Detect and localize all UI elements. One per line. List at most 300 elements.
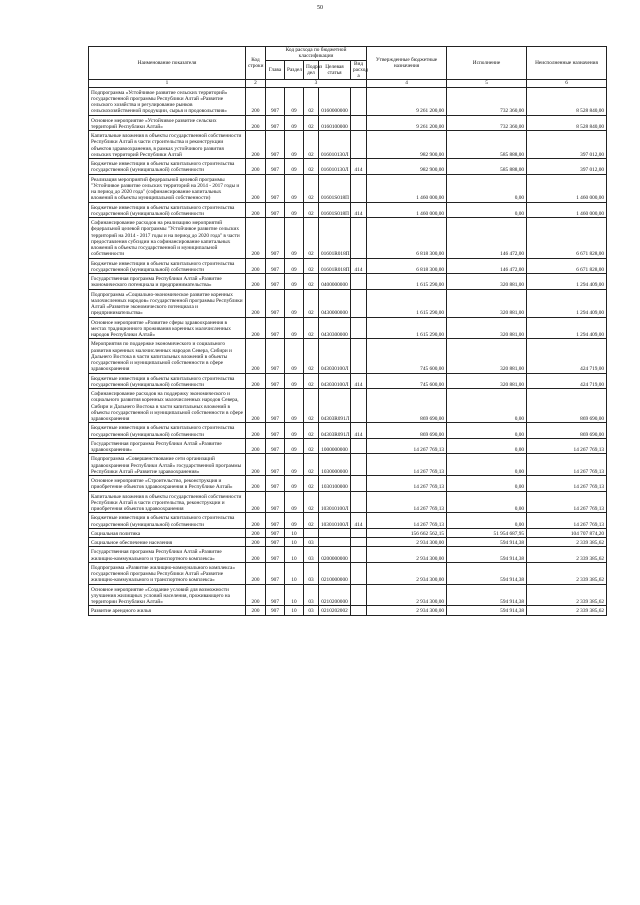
cell-chapter: 907 bbox=[266, 274, 285, 290]
table-row bbox=[89, 373, 607, 389]
cell-section: 09 bbox=[285, 476, 304, 492]
cell-approved: 869 690,00 bbox=[367, 389, 447, 423]
cell-section: 09 bbox=[285, 218, 304, 259]
table-row bbox=[89, 289, 607, 317]
cell-expense-type bbox=[351, 218, 367, 259]
cell-executed: 585 888,00 bbox=[447, 159, 527, 175]
cell-unexecuted: 8 528 840,00 bbox=[527, 115, 607, 131]
cell-subsection: 03 bbox=[304, 606, 319, 615]
cell-executed: 320 881,00 bbox=[447, 274, 527, 290]
cell-subsection: 03 bbox=[304, 584, 319, 606]
cell-row-code: 200 bbox=[246, 513, 266, 529]
cell-row-code: 200 bbox=[246, 218, 266, 259]
cell-unexecuted: 6 671 828,00 bbox=[527, 258, 607, 274]
cell-expense-type bbox=[351, 528, 367, 537]
cell-subsection: 02 bbox=[304, 423, 319, 439]
cell-target-item: 0430000000 bbox=[319, 289, 351, 317]
cell-approved: 2 934 300,00 bbox=[367, 584, 447, 606]
cell-row-code: 200 bbox=[246, 373, 266, 389]
cell-expense-type bbox=[351, 438, 367, 454]
cell-target-item: 01601R018П bbox=[319, 218, 351, 259]
cell-executed: 585 888,00 bbox=[447, 131, 527, 159]
cell-name: Мероприятия по поддержке экономического и социального развития коренных малочисленных народов Севера, Сибири и Дальнего Востока в части капитальных вложений в объекты государственной и муниципальной собственности в сфере здравоохранения bbox=[89, 339, 246, 373]
cell-name: Подпрограмма «Развитие жилищно-коммунального комплекса» государственной программы Республики Алтай «Развитие жилищно-коммунального и транспортного комплекса» bbox=[89, 562, 246, 584]
header-target-item: Целевая статья bbox=[319, 60, 351, 80]
cell-approved: 6 818 300,00 bbox=[367, 258, 447, 274]
budget-table bbox=[88, 46, 607, 616]
table-row bbox=[89, 547, 607, 563]
cell-row-code: 200 bbox=[246, 584, 266, 606]
cell-chapter: 907 bbox=[266, 218, 285, 259]
cell-unexecuted: 14 267 769,13 bbox=[527, 476, 607, 492]
cell-section: 10 bbox=[285, 606, 304, 615]
cell-chapter: 907 bbox=[266, 606, 285, 615]
cell-executed: 732 360,00 bbox=[447, 87, 527, 115]
cell-row-code: 200 bbox=[246, 528, 266, 537]
cell-target-item: 01601S018П bbox=[319, 174, 351, 202]
cell-name: Социальная политика bbox=[89, 528, 246, 537]
cell-executed: 0,00 bbox=[447, 438, 527, 454]
cell-target-item: 1030000000 bbox=[319, 454, 351, 476]
cell-approved: 156 662 562,15 bbox=[367, 528, 447, 537]
cell-unexecuted: 14 267 769,13 bbox=[527, 454, 607, 476]
cell-executed: 0,00 bbox=[447, 174, 527, 202]
cell-approved: 14 267 769,13 bbox=[367, 438, 447, 454]
header-approved: Утвержденные бюджетные назначения bbox=[367, 47, 447, 80]
cell-section: 10 bbox=[285, 584, 304, 606]
table-row bbox=[89, 528, 607, 537]
cell-chapter: 907 bbox=[266, 438, 285, 454]
cell-approved: 745 600,00 bbox=[367, 339, 447, 373]
cell-expense-type bbox=[351, 389, 367, 423]
cell-subsection: 02 bbox=[304, 476, 319, 492]
table-row bbox=[89, 218, 607, 259]
cell-section: 09 bbox=[285, 115, 304, 131]
cell-name: Государственная программа Республики Алтай «Развитие жилищно-коммунального и транспортного комплекса» bbox=[89, 547, 246, 563]
cell-chapter: 907 bbox=[266, 423, 285, 439]
header-executed: Исполнение bbox=[447, 47, 527, 80]
table-row bbox=[89, 454, 607, 476]
cell-row-code: 200 bbox=[246, 423, 266, 439]
cell-executed: 0,00 bbox=[447, 454, 527, 476]
cell-name: Основное мероприятие «Развитие сферы здравоохранения в местах традиционного проживания коренных малочисленных народов Республики Алтай» bbox=[89, 317, 246, 339]
cell-subsection: 02 bbox=[304, 317, 319, 339]
cell-row-code: 200 bbox=[246, 289, 266, 317]
cell-approved: 14 267 769,13 bbox=[367, 491, 447, 513]
cell-executed: 0,00 bbox=[447, 491, 527, 513]
cell-approved: 1 460 000,00 bbox=[367, 174, 447, 202]
cell-chapter: 907 bbox=[266, 202, 285, 218]
cell-row-code: 200 bbox=[246, 389, 266, 423]
cell-chapter: 907 bbox=[266, 528, 285, 537]
cell-section: 09 bbox=[285, 339, 304, 373]
table-row bbox=[89, 174, 607, 202]
cell-subsection: 03 bbox=[304, 538, 319, 547]
cell-target-item: 016010130Л bbox=[319, 159, 351, 175]
cell-subsection: 02 bbox=[304, 289, 319, 317]
cell-unexecuted: 397 012,00 bbox=[527, 131, 607, 159]
cell-executed: 320 881,00 bbox=[447, 317, 527, 339]
cell-executed: 594 914,38 bbox=[447, 584, 527, 606]
cell-approved: 9 261 200,00 bbox=[367, 87, 447, 115]
cell-target-item: 0200000000 bbox=[319, 547, 351, 563]
header-row-code: Код строки bbox=[246, 47, 266, 80]
cell-subsection: 02 bbox=[304, 373, 319, 389]
cell-section: 09 bbox=[285, 87, 304, 115]
cell-name: Бюджетные инвестиции в объекты капитального строительства государственной (муниципальной) собственности bbox=[89, 202, 246, 218]
cell-approved: 14 267 769,13 bbox=[367, 454, 447, 476]
cell-chapter: 907 bbox=[266, 373, 285, 389]
cell-target-item: 043030100Л bbox=[319, 373, 351, 389]
cell-executed: 594 914,38 bbox=[447, 538, 527, 547]
cell-section: 10 bbox=[285, 528, 304, 537]
cell-section: 09 bbox=[285, 202, 304, 218]
cell-subsection: 02 bbox=[304, 438, 319, 454]
cell-unexecuted: 104 707 874,20 bbox=[527, 528, 607, 537]
cell-approved: 745 600,00 bbox=[367, 373, 447, 389]
cell-chapter: 907 bbox=[266, 562, 285, 584]
cell-target-item: 0210000000 bbox=[319, 562, 351, 584]
cell-executed: 0,00 bbox=[447, 423, 527, 439]
cell-unexecuted: 8 528 840,00 bbox=[527, 87, 607, 115]
cell-expense-type bbox=[351, 339, 367, 373]
table-row bbox=[89, 159, 607, 175]
cell-chapter: 907 bbox=[266, 538, 285, 547]
table-row bbox=[89, 131, 607, 159]
table-row bbox=[89, 491, 607, 513]
cell-unexecuted: 2 339 385,62 bbox=[527, 606, 607, 615]
index-cell: 4 bbox=[367, 80, 447, 87]
cell-target-item: 04303R091Л bbox=[319, 389, 351, 423]
cell-executed: 0,00 bbox=[447, 202, 527, 218]
cell-chapter: 907 bbox=[266, 258, 285, 274]
cell-name: Основное мероприятие «Устойчивое развитие сельских территорий Республики Алтай» bbox=[89, 115, 246, 131]
cell-section: 09 bbox=[285, 373, 304, 389]
cell-name: Основное мероприятие «Строительство, реконструкция и приобретение объектов здравоохранения в Республике Алтай» bbox=[89, 476, 246, 492]
cell-chapter: 907 bbox=[266, 547, 285, 563]
cell-subsection: 02 bbox=[304, 258, 319, 274]
cell-chapter: 907 bbox=[266, 131, 285, 159]
cell-name: Бюджетные инвестиции в объекты капитального строительства государственной (муниципальной) собственности bbox=[89, 373, 246, 389]
cell-expense-type bbox=[351, 562, 367, 584]
cell-target-item: 0210200000 bbox=[319, 584, 351, 606]
cell-expense-type bbox=[351, 274, 367, 290]
cell-expense-type bbox=[351, 87, 367, 115]
cell-name: Государственная программа Республики Алтай «Развитие экономического потенциала и предпринимательства» bbox=[89, 274, 246, 290]
cell-approved: 2 934 300,00 bbox=[367, 538, 447, 547]
table-row bbox=[89, 339, 607, 373]
cell-row-code: 200 bbox=[246, 562, 266, 584]
cell-subsection bbox=[304, 528, 319, 537]
cell-approved: 14 267 769,13 bbox=[367, 476, 447, 492]
table-row bbox=[89, 476, 607, 492]
cell-row-code: 200 bbox=[246, 476, 266, 492]
cell-subsection: 02 bbox=[304, 454, 319, 476]
cell-name: Подпрограмма «Совершенствование сети организаций здравоохранения Республики Алтай» государственной программы Республики Алтай «Развитие здравоохранения» bbox=[89, 454, 246, 476]
cell-unexecuted: 2 339 385,62 bbox=[527, 584, 607, 606]
cell-approved: 2 934 300,00 bbox=[367, 606, 447, 615]
cell-name: Бюджетные инвестиции в объекты капитального строительства государственной (муниципальной) собственности bbox=[89, 423, 246, 439]
cell-section: 10 bbox=[285, 538, 304, 547]
cell-chapter: 907 bbox=[266, 317, 285, 339]
cell-approved: 2 934 300,00 bbox=[367, 562, 447, 584]
cell-subsection: 02 bbox=[304, 202, 319, 218]
table-row bbox=[89, 423, 607, 439]
cell-executed: 594 914,38 bbox=[447, 606, 527, 615]
cell-chapter: 907 bbox=[266, 513, 285, 529]
cell-row-code: 200 bbox=[246, 454, 266, 476]
cell-chapter: 907 bbox=[266, 339, 285, 373]
cell-expense-type bbox=[351, 174, 367, 202]
cell-name: Подпрограмма «Социально-экономическое развитие коренных малочисленных народов» государственной программы Республики Алтай «Развитие экономического потенциала и предпринимательства» bbox=[89, 289, 246, 317]
cell-approved: 1 460 000,00 bbox=[367, 202, 447, 218]
cell-approved: 6 818 300,00 bbox=[367, 218, 447, 259]
cell-executed: 320 881,00 bbox=[447, 373, 527, 389]
cell-section: 09 bbox=[285, 174, 304, 202]
cell-subsection: 02 bbox=[304, 389, 319, 423]
cell-name: Подпрограмма «Устойчивое развитие сельских территорий» государственной программы Республики Алтай «Развитие сельского хозяйства и регулирование рынков сельскохозяйственной продукции, сырья и продовольствия» bbox=[89, 87, 246, 115]
cell-target-item: 0430300000 bbox=[319, 317, 351, 339]
table-row bbox=[89, 317, 607, 339]
cell-name: Софинансирование расходов на реализацию мероприятий федеральной целевой программы "Устойчивое развитие сельских территорий на 2014 - 2017 годы и на период до 2020 года" в части предоставления субсидии на софинансирование капитальных вложений в объекты государственной и муниципальной собственности bbox=[89, 218, 246, 259]
cell-subsection: 02 bbox=[304, 274, 319, 290]
cell-row-code: 200 bbox=[246, 131, 266, 159]
cell-executed: 51 954 687,95 bbox=[447, 528, 527, 537]
header-section: Раздел bbox=[285, 60, 304, 80]
cell-target-item: 0160000000 bbox=[319, 87, 351, 115]
cell-executed: 0,00 bbox=[447, 513, 527, 529]
index-cell: 2 bbox=[246, 80, 266, 87]
cell-approved: 1 615 290,00 bbox=[367, 317, 447, 339]
cell-subsection: 02 bbox=[304, 159, 319, 175]
cell-expense-type: 414 bbox=[351, 159, 367, 175]
cell-expense-type: 414 bbox=[351, 202, 367, 218]
cell-expense-type bbox=[351, 115, 367, 131]
cell-name: Капитальные вложения в объекты государственной собственности Республики Алтай в части строительства и реконструкции объектов здравоохранения, в рамках устойчивого развития сельских территорий Республики Алтай bbox=[89, 131, 246, 159]
cell-section: 09 bbox=[285, 491, 304, 513]
cell-section: 09 bbox=[285, 274, 304, 290]
cell-row-code: 200 bbox=[246, 174, 266, 202]
header-budget-code-group: Код расхода по бюджетной классификации bbox=[266, 47, 367, 61]
table-body bbox=[89, 87, 607, 615]
cell-chapter: 907 bbox=[266, 115, 285, 131]
cell-approved: 982 900,00 bbox=[367, 159, 447, 175]
cell-unexecuted: 424 719,00 bbox=[527, 339, 607, 373]
cell-subsection: 02 bbox=[304, 174, 319, 202]
cell-row-code: 200 bbox=[246, 606, 266, 615]
table-row bbox=[89, 115, 607, 131]
cell-unexecuted: 6 671 828,00 bbox=[527, 218, 607, 259]
cell-expense-type bbox=[351, 584, 367, 606]
cell-name: Развитие арендного жилья bbox=[89, 606, 246, 615]
cell-expense-type bbox=[351, 289, 367, 317]
table-row bbox=[89, 87, 607, 115]
cell-target-item: 01601R018П bbox=[319, 258, 351, 274]
cell-expense-type bbox=[351, 317, 367, 339]
cell-row-code: 200 bbox=[246, 87, 266, 115]
cell-chapter: 907 bbox=[266, 584, 285, 606]
cell-target-item: 0210202002 bbox=[319, 606, 351, 615]
cell-row-code: 200 bbox=[246, 538, 266, 547]
header-expense-type: Вид расход а bbox=[351, 60, 367, 80]
cell-row-code: 200 bbox=[246, 258, 266, 274]
cell-target-item: 0400000000 bbox=[319, 274, 351, 290]
table-row bbox=[89, 584, 607, 606]
cell-chapter: 907 bbox=[266, 159, 285, 175]
cell-executed: 146 472,00 bbox=[447, 218, 527, 259]
cell-subsection: 03 bbox=[304, 562, 319, 584]
cell-unexecuted: 14 267 769,13 bbox=[527, 513, 607, 529]
cell-subsection: 02 bbox=[304, 87, 319, 115]
cell-name: Бюджетные инвестиции в объекты капитального строительства государственной (муниципальной) собственности bbox=[89, 513, 246, 529]
cell-executed: 732 360,00 bbox=[447, 115, 527, 131]
cell-approved: 982 900,00 bbox=[367, 131, 447, 159]
cell-section: 10 bbox=[285, 562, 304, 584]
cell-expense-type bbox=[351, 491, 367, 513]
cell-row-code: 200 bbox=[246, 159, 266, 175]
cell-expense-type bbox=[351, 547, 367, 563]
cell-approved: 869 690,00 bbox=[367, 423, 447, 439]
index-cell: 5 bbox=[447, 80, 527, 87]
cell-subsection: 02 bbox=[304, 513, 319, 529]
cell-row-code: 200 bbox=[246, 547, 266, 563]
cell-section: 09 bbox=[285, 389, 304, 423]
cell-target-item: 103010100Л bbox=[319, 491, 351, 513]
cell-unexecuted: 1 294 409,00 bbox=[527, 289, 607, 317]
cell-approved: 2 934 300,00 bbox=[367, 547, 447, 563]
table-row bbox=[89, 538, 607, 547]
cell-target-item bbox=[319, 538, 351, 547]
cell-name: Бюджетные инвестиции в объекты капитального строительства государственной (муниципальной) собственности bbox=[89, 159, 246, 175]
cell-target-item: 1000000000 bbox=[319, 438, 351, 454]
index-cell: 6 bbox=[527, 80, 607, 87]
cell-unexecuted: 14 267 769,13 bbox=[527, 491, 607, 513]
cell-section: 09 bbox=[285, 258, 304, 274]
cell-section: 09 bbox=[285, 159, 304, 175]
cell-executed: 0,00 bbox=[447, 476, 527, 492]
cell-executed: 146 472,00 bbox=[447, 258, 527, 274]
cell-expense-type: 414 bbox=[351, 423, 367, 439]
cell-approved: 14 267 769,13 bbox=[367, 513, 447, 529]
cell-target-item: 1030100000 bbox=[319, 476, 351, 492]
cell-subsection: 02 bbox=[304, 115, 319, 131]
cell-target-item: 0160100000 bbox=[319, 115, 351, 131]
cell-name: Социальное обеспечение населения bbox=[89, 538, 246, 547]
cell-chapter: 907 bbox=[266, 174, 285, 202]
cell-unexecuted: 1 294 409,00 bbox=[527, 274, 607, 290]
table-row bbox=[89, 513, 607, 529]
header-name: Наименование показателя bbox=[89, 47, 246, 80]
cell-unexecuted: 2 339 385,62 bbox=[527, 538, 607, 547]
cell-chapter: 907 bbox=[266, 389, 285, 423]
cell-unexecuted: 2 339 385,62 bbox=[527, 562, 607, 584]
table-row bbox=[89, 562, 607, 584]
cell-target-item bbox=[319, 528, 351, 537]
table-row bbox=[89, 258, 607, 274]
cell-unexecuted: 2 339 385,62 bbox=[527, 547, 607, 563]
cell-executed: 0,00 bbox=[447, 389, 527, 423]
cell-executed: 594 914,38 bbox=[447, 547, 527, 563]
cell-expense-type bbox=[351, 476, 367, 492]
cell-section: 09 bbox=[285, 423, 304, 439]
cell-unexecuted: 14 267 769,13 bbox=[527, 438, 607, 454]
cell-target-item: 04303R091Л bbox=[319, 423, 351, 439]
cell-target-item: 043030100Л bbox=[319, 339, 351, 373]
cell-unexecuted: 1 460 000,00 bbox=[527, 174, 607, 202]
cell-name: Реализация мероприятий федеральной целевой программы "Устойчивое развитие сельских территорий на 2014 - 2017 годы и на период до 2020 года" (софинансирование капитальных вложений в объекты муниципальной собственности) bbox=[89, 174, 246, 202]
header-chapter: Глава bbox=[266, 60, 285, 80]
table-row bbox=[89, 202, 607, 218]
cell-chapter: 907 bbox=[266, 87, 285, 115]
header-subsection: Подраз дел bbox=[304, 60, 319, 80]
cell-executed: 320 881,00 bbox=[447, 339, 527, 373]
cell-section: 09 bbox=[285, 289, 304, 317]
table-row bbox=[89, 274, 607, 290]
cell-target-item: 103010100Л bbox=[319, 513, 351, 529]
cell-row-code: 200 bbox=[246, 115, 266, 131]
cell-unexecuted: 424 719,00 bbox=[527, 373, 607, 389]
cell-unexecuted: 397 012,00 bbox=[527, 159, 607, 175]
cell-row-code: 200 bbox=[246, 438, 266, 454]
cell-chapter: 907 bbox=[266, 289, 285, 317]
cell-approved: 1 615 290,00 bbox=[367, 289, 447, 317]
cell-section: 09 bbox=[285, 317, 304, 339]
cell-subsection: 02 bbox=[304, 131, 319, 159]
cell-section: 09 bbox=[285, 454, 304, 476]
cell-section: 10 bbox=[285, 547, 304, 563]
cell-expense-type: 414 bbox=[351, 373, 367, 389]
cell-unexecuted: 869 690,00 bbox=[527, 423, 607, 439]
cell-section: 09 bbox=[285, 131, 304, 159]
cell-subsection: 02 bbox=[304, 491, 319, 513]
cell-unexecuted: 869 690,00 bbox=[527, 389, 607, 423]
page-number: 50 bbox=[317, 5, 323, 11]
header-unexecuted: Неисполненные назначения bbox=[527, 47, 607, 80]
cell-subsection: 02 bbox=[304, 218, 319, 259]
cell-subsection: 03 bbox=[304, 547, 319, 563]
table-row bbox=[89, 438, 607, 454]
cell-unexecuted: 1 294 409,00 bbox=[527, 317, 607, 339]
table-row bbox=[89, 606, 607, 615]
cell-target-item: 01601S018П bbox=[319, 202, 351, 218]
cell-chapter: 907 bbox=[266, 454, 285, 476]
cell-row-code: 200 bbox=[246, 202, 266, 218]
index-cell: 3 bbox=[266, 80, 367, 87]
cell-name: Государственная программа Республики Алтай «Развитие здравоохранения» bbox=[89, 438, 246, 454]
cell-row-code: 200 bbox=[246, 491, 266, 513]
cell-row-code: 200 bbox=[246, 274, 266, 290]
cell-chapter: 907 bbox=[266, 491, 285, 513]
cell-name: Бюджетные инвестиции в объекты капитального строительства государственной (муниципальной) собственности bbox=[89, 258, 246, 274]
cell-expense-type: 414 bbox=[351, 258, 367, 274]
cell-section: 09 bbox=[285, 438, 304, 454]
cell-row-code: 200 bbox=[246, 339, 266, 373]
cell-executed: 320 881,00 bbox=[447, 289, 527, 317]
cell-approved: 1 615 290,00 bbox=[367, 274, 447, 290]
table-row bbox=[89, 389, 607, 423]
cell-expense-type bbox=[351, 131, 367, 159]
cell-target-item: 016010130Л bbox=[319, 131, 351, 159]
cell-expense-type bbox=[351, 538, 367, 547]
cell-approved: 9 261 200,00 bbox=[367, 115, 447, 131]
cell-section: 09 bbox=[285, 513, 304, 529]
cell-unexecuted: 1 460 000,00 bbox=[527, 202, 607, 218]
cell-name: Софинансирование расходов на поддержку экономического и социального развития коренных малочисленных народов Севера, Сибири и Дальнего Востока в части капитальных вложений в объекты государственной и муниципальной собственности в сфере здравоохранения bbox=[89, 389, 246, 423]
cell-executed: 594 914,38 bbox=[447, 562, 527, 584]
cell-expense-type bbox=[351, 454, 367, 476]
cell-row-code: 200 bbox=[246, 317, 266, 339]
cell-expense-type: 414 bbox=[351, 513, 367, 529]
